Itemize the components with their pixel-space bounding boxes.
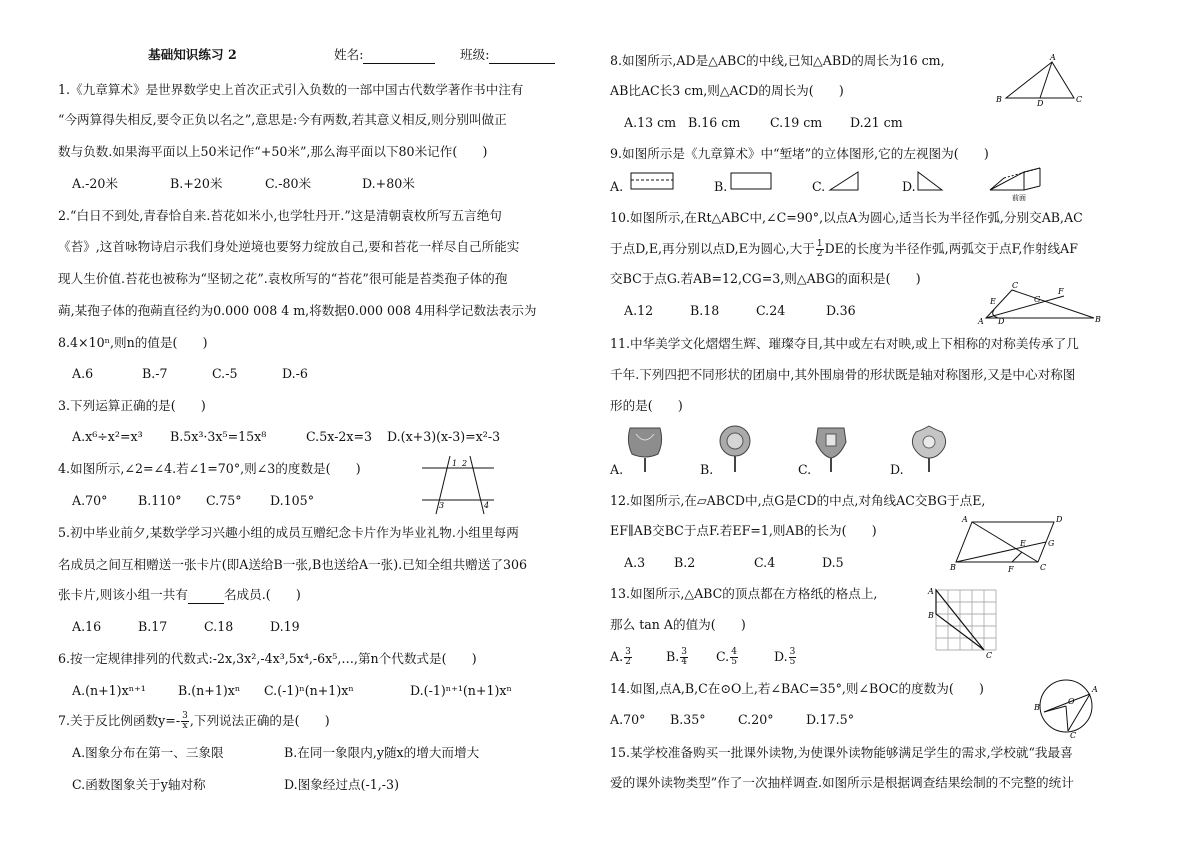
q10-option-c[interactable]: C.24 — [756, 303, 786, 318]
q13-option-d[interactable] — [774, 648, 797, 667]
q13-c-num: 4 — [731, 647, 737, 657]
q9-option-a[interactable] — [610, 178, 623, 196]
q7-option-d[interactable]: D.图象经过点(-1,-3) — [284, 777, 399, 792]
q6-option-a[interactable]: A.(n+1)xⁿ⁺¹ — [72, 683, 146, 698]
q12-option-a[interactable]: A.3 — [624, 555, 646, 570]
q3-option-b[interactable]: B.5x³·3x⁵=15x⁸ — [170, 429, 267, 444]
q13-option-b-letter: B. — [666, 649, 680, 664]
q2-line-3: 现人生价值.苔花也被称为“坚韧之花”.袁枚所写的“苔花”很可能是苔类孢子体的孢 — [58, 271, 508, 286]
q10-option-b[interactable]: B.18 — [690, 303, 720, 318]
q6-option-d[interactable]: D.(-1)ⁿ⁺¹(n+1)xⁿ — [410, 683, 512, 698]
q13-option-d-letter: D. — [774, 649, 788, 664]
q1-option-c[interactable]: C.-80米 — [265, 176, 312, 191]
q5-line-2: 名成员之间互相赠送一张卡片(即A送给B一张,B也送给A一张).已知全组共赠送了306 — [58, 557, 527, 572]
q12-option-c[interactable]: C.4 — [754, 555, 776, 570]
q13-option-c[interactable] — [716, 648, 739, 667]
q4-option-b[interactable]: B.110° — [138, 493, 182, 508]
q8-option-c[interactable]: C.19 cm — [770, 115, 823, 130]
worksheet-title: 基础知识练习 2 — [148, 47, 237, 62]
q11-option-d[interactable]: D. — [890, 462, 904, 477]
q8-label-a: A — [1050, 53, 1056, 62]
q12-label-a: A — [962, 515, 968, 524]
q14-option-d[interactable]: D.17.5° — [806, 712, 854, 727]
q7-fraction — [181, 712, 189, 731]
q1-line-1: 1.《九章算术》是世界数学史上首次正式引入负数的一部中国古代数学著作书中注有 — [58, 82, 524, 97]
q12-label-g: G — [1048, 539, 1055, 548]
q15-line-2: 爱的课外读物类型”作了一次抽样调查.如图所示是根据调查结果绘制的不完整的统计 — [610, 775, 1074, 790]
q8-triangle-figure — [996, 54, 1088, 106]
q5-option-d[interactable]: D.19 — [270, 619, 300, 634]
q4-option-d[interactable]: D.105° — [270, 493, 314, 508]
q9-prism-figure — [984, 166, 1050, 204]
name-label-text: 姓名: — [334, 47, 364, 62]
q10-label-d: D — [998, 317, 1005, 326]
q11-line-3: 形的是( ) — [610, 398, 683, 413]
q14-label-a: A — [1092, 685, 1098, 694]
q13-option-c-fraction — [730, 648, 738, 667]
q10-line-3: 交BC于点G.若AB=12,CG=3,则△ABG的面积是( ) — [610, 271, 921, 286]
q11-option-b[interactable]: B. — [700, 462, 714, 477]
q4-option-c[interactable]: C.75° — [206, 493, 242, 508]
q2-line-4: 蒴,某孢子体的孢蒴直径约为0.000 008 4 m,将数据0.000 008 4用科学记数法表示为 — [58, 303, 537, 318]
q7-option-c[interactable]: C.函数图象关于y轴对称 — [72, 777, 206, 792]
q9-option-a-rect-dashed-icon — [630, 172, 674, 192]
q14-label-o: O — [1068, 697, 1075, 706]
q9-option-b-rect-icon — [730, 172, 774, 192]
q9-option-c[interactable] — [812, 178, 825, 196]
name-label — [334, 46, 435, 64]
q2-option-c[interactable]: C.-5 — [212, 366, 238, 381]
q12-label-f: F — [1008, 565, 1014, 574]
q11-option-c[interactable]: C. — [798, 462, 812, 477]
q10-label-a: A — [978, 317, 984, 326]
q9-option-d[interactable] — [902, 178, 916, 196]
q7-frac-num: 3 — [182, 711, 188, 721]
q11-option-a[interactable]: A. — [610, 462, 624, 477]
q11-fan-c-icon — [810, 424, 852, 474]
q10-label-c: C — [1012, 281, 1019, 290]
q5-line-1: 5.初中毕业前夕,某数学学习兴趣小组的成员互赠纪念卡片作为毕业礼物.小组里每两 — [58, 525, 519, 540]
q10-frac-num: 1 — [816, 239, 823, 249]
q1-option-d[interactable]: D.+80米 — [362, 176, 415, 191]
q6-option-c[interactable]: C.(-1)ⁿ(n+1)xⁿ — [264, 683, 354, 698]
q9-line-1: 9.如图所示是《九章算术》中“堑堵”的立体图形,它的左视图为( ) — [610, 146, 989, 161]
q13-d-den: 5 — [789, 657, 796, 667]
q12-option-b[interactable]: B.2 — [674, 555, 696, 570]
q3-option-c[interactable]: C.5x-2x=3 — [306, 429, 373, 444]
q9-front-label: 前面 — [1012, 194, 1026, 202]
q9-option-a-letter: A. — [610, 179, 624, 194]
q12-option-d[interactable]: D.5 — [822, 555, 844, 570]
q2-line-5: 8.4×10ⁿ,则n的值是( ) — [58, 335, 208, 350]
q4-line-1: 4.如图所示,∠2=∠4.若∠1=70°,则∠3的度数是( ) — [58, 461, 361, 476]
q14-label-b: B — [1034, 703, 1040, 712]
q5-line-3-a: 张卡片,则该小组一共有 — [58, 587, 188, 602]
q9-option-c-letter: C. — [812, 179, 826, 194]
q7-option-a[interactable]: A.图象分布在第一、三象限 — [72, 745, 224, 760]
q9-option-d-letter: D. — [902, 179, 916, 194]
q13-line-1: 13.如图所示,△ABC的顶点都在方格纸的格点上, — [610, 586, 878, 601]
q10-frac-den: 2 — [816, 249, 823, 259]
q10-fraction — [816, 240, 824, 259]
q12-label-d: D — [1056, 515, 1063, 524]
q13-option-a-fraction — [624, 648, 632, 667]
q12-label-c: C — [1040, 563, 1047, 572]
q8-label-d: D — [1037, 99, 1044, 108]
q5-option-a[interactable]: A.16 — [72, 619, 102, 634]
q5-option-c[interactable]: C.18 — [204, 619, 234, 634]
q13-option-c-letter: C. — [716, 649, 730, 664]
q7-option-b[interactable]: B.在同一象限内,y随x的增大而增大 — [284, 745, 480, 760]
q13-option-b[interactable] — [666, 648, 689, 667]
q10-label-g: G — [1034, 295, 1041, 304]
q13-label-a: A — [928, 587, 934, 596]
q14-label-c: C — [1070, 731, 1077, 740]
q10-option-d[interactable]: D.36 — [826, 303, 856, 318]
q14-circle-figure — [1028, 674, 1108, 738]
q5-answer-blank[interactable] — [188, 589, 224, 604]
q4-label-1: 1 — [452, 459, 458, 468]
q9-option-b[interactable] — [714, 178, 727, 196]
q2-option-b[interactable]: B.-7 — [142, 366, 168, 381]
q7-frac-den: x — [182, 721, 188, 731]
q10-line-2 — [610, 240, 1078, 259]
q9-option-c-triangle-icon — [828, 170, 862, 192]
q14-option-b[interactable]: B.35° — [670, 712, 706, 727]
q14-option-c[interactable]: C.20° — [738, 712, 774, 727]
q5-line-3-b: 名成员.( ) — [223, 587, 301, 602]
q1-line-3: 数与负数.如果海平面以上50米记作“+50米”,那么海平面以下80米记作( ) — [58, 144, 488, 159]
q11-fan-b-icon — [714, 424, 756, 474]
q4-label-2: 2 — [462, 459, 468, 468]
q5-option-b[interactable]: B.17 — [138, 619, 168, 634]
q3-line-1: 3.下列运算正确的是( ) — [58, 398, 206, 413]
q15-line-1: 15.某学校准备购买一批课外读物,为使课外读物能够满足学生的需求,学校就“我最喜 — [610, 745, 1073, 760]
q13-label-c: C — [986, 651, 993, 660]
q3-option-d[interactable]: D.(x+3)(x-3)=x²-3 — [387, 429, 501, 444]
q6-line-1: 6.按一定规律排列的代数式:-2x,3x²,-4x³,5x⁴,-6x⁵,…,第n个代数式是( ) — [58, 651, 477, 666]
q3-option-a[interactable]: A.x⁶÷x²=x³ — [72, 429, 143, 444]
q7-line-1-a: 7.关于反比例函数y=- — [58, 713, 181, 728]
q13-c-den: 5 — [731, 657, 737, 667]
q10-label-f: F — [1058, 287, 1064, 296]
q10-option-a[interactable]: A.12 — [624, 303, 654, 318]
q11-line-2: 千年.下列四把不同形状的团扇中,其外围扇骨的形状既是轴对称图形,又是中心对称图 — [610, 367, 1076, 382]
q13-option-a[interactable] — [610, 648, 633, 667]
q8-option-a[interactable]: A.13 cm — [624, 115, 677, 130]
q10-line-2-b: DE的长度为半径作弧,两弧交于点F,作射线AF — [824, 241, 1078, 256]
q2-option-a[interactable]: A.6 — [72, 366, 94, 381]
class-field[interactable] — [489, 49, 555, 64]
q10-label-e: E — [990, 297, 996, 306]
q12-label-b: B — [950, 563, 956, 572]
q12-line-1: 12.如图所示,在▱ABCD中,点G是CD的中点,对角线AC交BG于点E, — [610, 493, 986, 508]
q2-option-d[interactable]: D.-6 — [282, 366, 308, 381]
q8-option-d[interactable]: D.21 cm — [850, 115, 903, 130]
q1-line-2: “今两算得失相反,要令正负以名之”,意思是:今有两数,若其意义相反,则分别叫做正 — [58, 112, 507, 127]
q2-line-2: 《苔》,这首咏物诗启示我们身处逆境也要努力绽放自己,要和苔花一样尽自己所能实 — [58, 239, 520, 254]
q13-b-num: 3 — [681, 647, 687, 657]
q10-line-2-a: 于点D,E,再分别以点D,E为圆心,大于 — [610, 241, 815, 256]
q8-line-2: AB比AC长3 cm,则△ACD的周长为( ) — [610, 83, 844, 98]
q9-option-d-triangle-icon — [916, 170, 950, 192]
q7-line-1 — [58, 712, 330, 731]
q1-option-a[interactable]: A.-20米 — [72, 176, 118, 191]
q10-triangle-figure — [976, 281, 1104, 326]
q14-line-1: 14.如图,点A,B,C在⊙O上,若∠BAC=35°,则∠BOC的度数为( ) — [610, 681, 984, 696]
q13-grid-figure — [928, 586, 1004, 660]
q4-label-3: 3 — [439, 501, 445, 510]
q13-a-den: 2 — [625, 657, 631, 667]
q4-label-4: 4 — [484, 501, 490, 510]
q13-d-num: 3 — [789, 647, 796, 657]
q8-label-b: B — [996, 95, 1002, 104]
q12-label-e: E — [1020, 539, 1026, 548]
q12-parallelogram-figure — [950, 512, 1074, 572]
q11-fan-a-icon — [624, 424, 666, 474]
q12-line-2: EF∥AB交BC于点F.若EF=1,则AB的长为( ) — [610, 523, 877, 538]
q13-option-d-fraction — [789, 648, 797, 667]
q10-label-b: B — [1095, 315, 1101, 324]
q14-option-a[interactable]: A.70° — [610, 712, 646, 727]
q6-option-b[interactable]: B.(n+1)xⁿ — [178, 683, 241, 698]
q13-option-b-fraction — [680, 648, 688, 667]
q13-line-2: 那么 tan A的值为( ) — [610, 617, 746, 632]
q11-line-1: 11.中华美学文化熠熠生辉、璀璨夺目,其中或左右对映,或上下相称的对称美传承了几 — [610, 336, 1079, 351]
q1-option-b[interactable]: B.+20米 — [170, 176, 223, 191]
q9-option-b-letter: B. — [714, 179, 728, 194]
q10-line-1: 10.如图所示,在Rt△ABC中,∠C=90°,以点A为圆心,适当长为半径作弧,分别交AB,AC — [610, 210, 1083, 225]
q2-line-1: 2.“白日不到处,青春恰自来.苔花如米小,也学牡丹开.”这是清朝袁枚所写五言绝句 — [58, 208, 502, 223]
class-label-text: 班级: — [460, 47, 490, 62]
q13-label-b: B — [928, 611, 934, 620]
q8-option-b[interactable]: B.16 cm — [688, 115, 741, 130]
name-field[interactable] — [363, 49, 435, 64]
q4-parallel-lines-figure — [422, 456, 496, 514]
q11-fan-d-icon — [908, 424, 950, 474]
class-label — [460, 46, 555, 64]
q4-option-a[interactable]: A.70° — [72, 493, 108, 508]
q13-a-num: 3 — [625, 647, 631, 657]
q13-option-a-letter: A. — [610, 649, 624, 664]
q5-line-3 — [58, 586, 301, 604]
q13-b-den: 4 — [681, 657, 687, 667]
q8-line-1: 8.如图所示,AD是△ABC的中线,已知△ABD的周长为16 cm, — [610, 53, 945, 68]
q8-label-c: C — [1076, 95, 1083, 104]
q7-line-1-b: ,下列说法正确的是( ) — [189, 713, 330, 728]
